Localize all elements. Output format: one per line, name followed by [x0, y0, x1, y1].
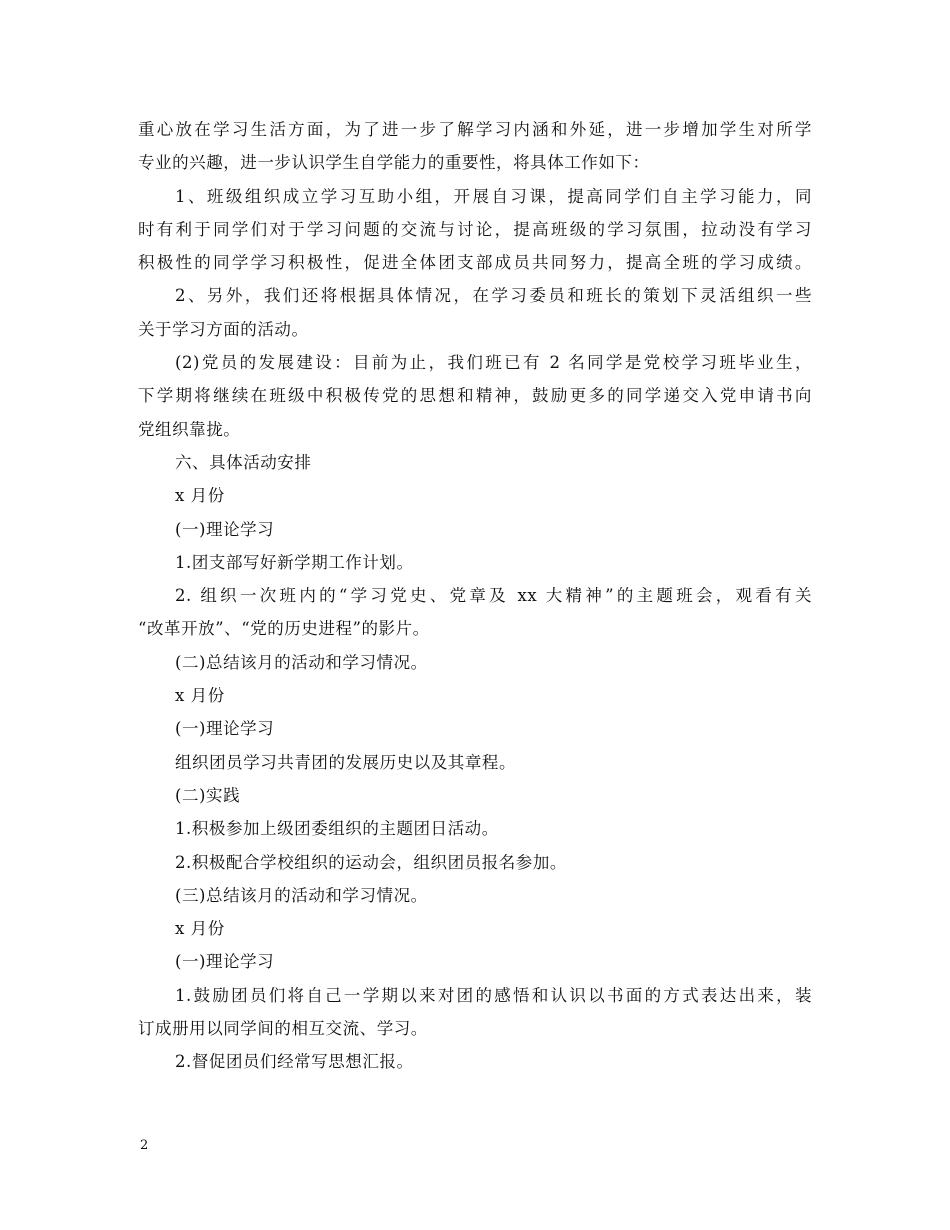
text-line: 1.鼓励团员们将自己一学期以来对团的感悟和认识以书面的方式表达出来，装: [175, 985, 812, 1005]
text-line: (2)党员的发展建设：目前为止，我们班已有 2 名同学是党校学习班毕业生，: [175, 353, 812, 373]
page-number: 2: [140, 1138, 149, 1153]
document-body: [138, 113, 812, 1079]
text-line: 2.督促团员们经常写思想汇报。: [175, 1052, 414, 1072]
text-line: 1.积极参加上级团委组织的主题团日活动。: [175, 819, 499, 839]
text-line: (一)理论学习: [175, 719, 275, 739]
text-line: 党组织靠拢。: [138, 419, 241, 439]
text-line: 组织团员学习共青团的发展历史以及其章程。: [175, 752, 516, 772]
text-line: 六、具体活动安排: [175, 452, 312, 472]
text-line: 关于学习方面的活动。: [138, 319, 309, 339]
text-line: 1、班级组织成立学习互助小组，开展自习课，提高同学们自主学习能力，同: [175, 186, 812, 206]
text-line: 订成册用以同学间的相互交流、学习。: [138, 1019, 428, 1039]
text-line: (二)总结该月的活动和学习情况。: [175, 652, 428, 672]
text-line: 2.积极配合学校组织的运动会，组织团员报名参加。: [175, 852, 567, 872]
text-line: 2、另外，我们还将根据具体情况，在学习委员和班长的策划下灵活组织一些: [175, 286, 812, 306]
text-line: 时有利于同学们对于学习问题的交流与讨论，提高班级的学习氛围，拉动没有学习: [138, 219, 812, 239]
text-line: (一)理论学习: [175, 519, 275, 539]
text-line: 1.团支部写好新学期工作计划。: [175, 552, 414, 572]
text-line: (二)实践: [175, 785, 241, 805]
text-line: x 月份: [175, 686, 225, 706]
text-line: 下学期将继续在班级中积极传党的思想和精神，鼓励更多的同学递交入党申请书向: [138, 386, 812, 406]
text-line: “改革开放”、“党的历史进程”的影片。: [138, 619, 430, 639]
text-line: 2. 组织一次班内的“学习党史、党章及 xx 大精神”的主题班会，观看有关: [175, 586, 812, 606]
text-line: (一)理论学习: [175, 952, 275, 972]
text-line: (三)总结该月的活动和学习情况。: [175, 885, 428, 905]
text-line: 专业的兴趣，进一步认识学生自学能力的重要性，将具体工作如下：: [138, 153, 650, 173]
text-line: x 月份: [175, 919, 225, 939]
text-line: 积极性的同学学习积极性，促进全体团支部成员共同努力，提高全班的学习成绩。: [138, 253, 812, 273]
text-line: x 月份: [175, 486, 225, 506]
text-line: 重心放在学习生活方面，为了进一步了解学习内涵和外延，进一步增加学生对所学: [138, 120, 812, 139]
